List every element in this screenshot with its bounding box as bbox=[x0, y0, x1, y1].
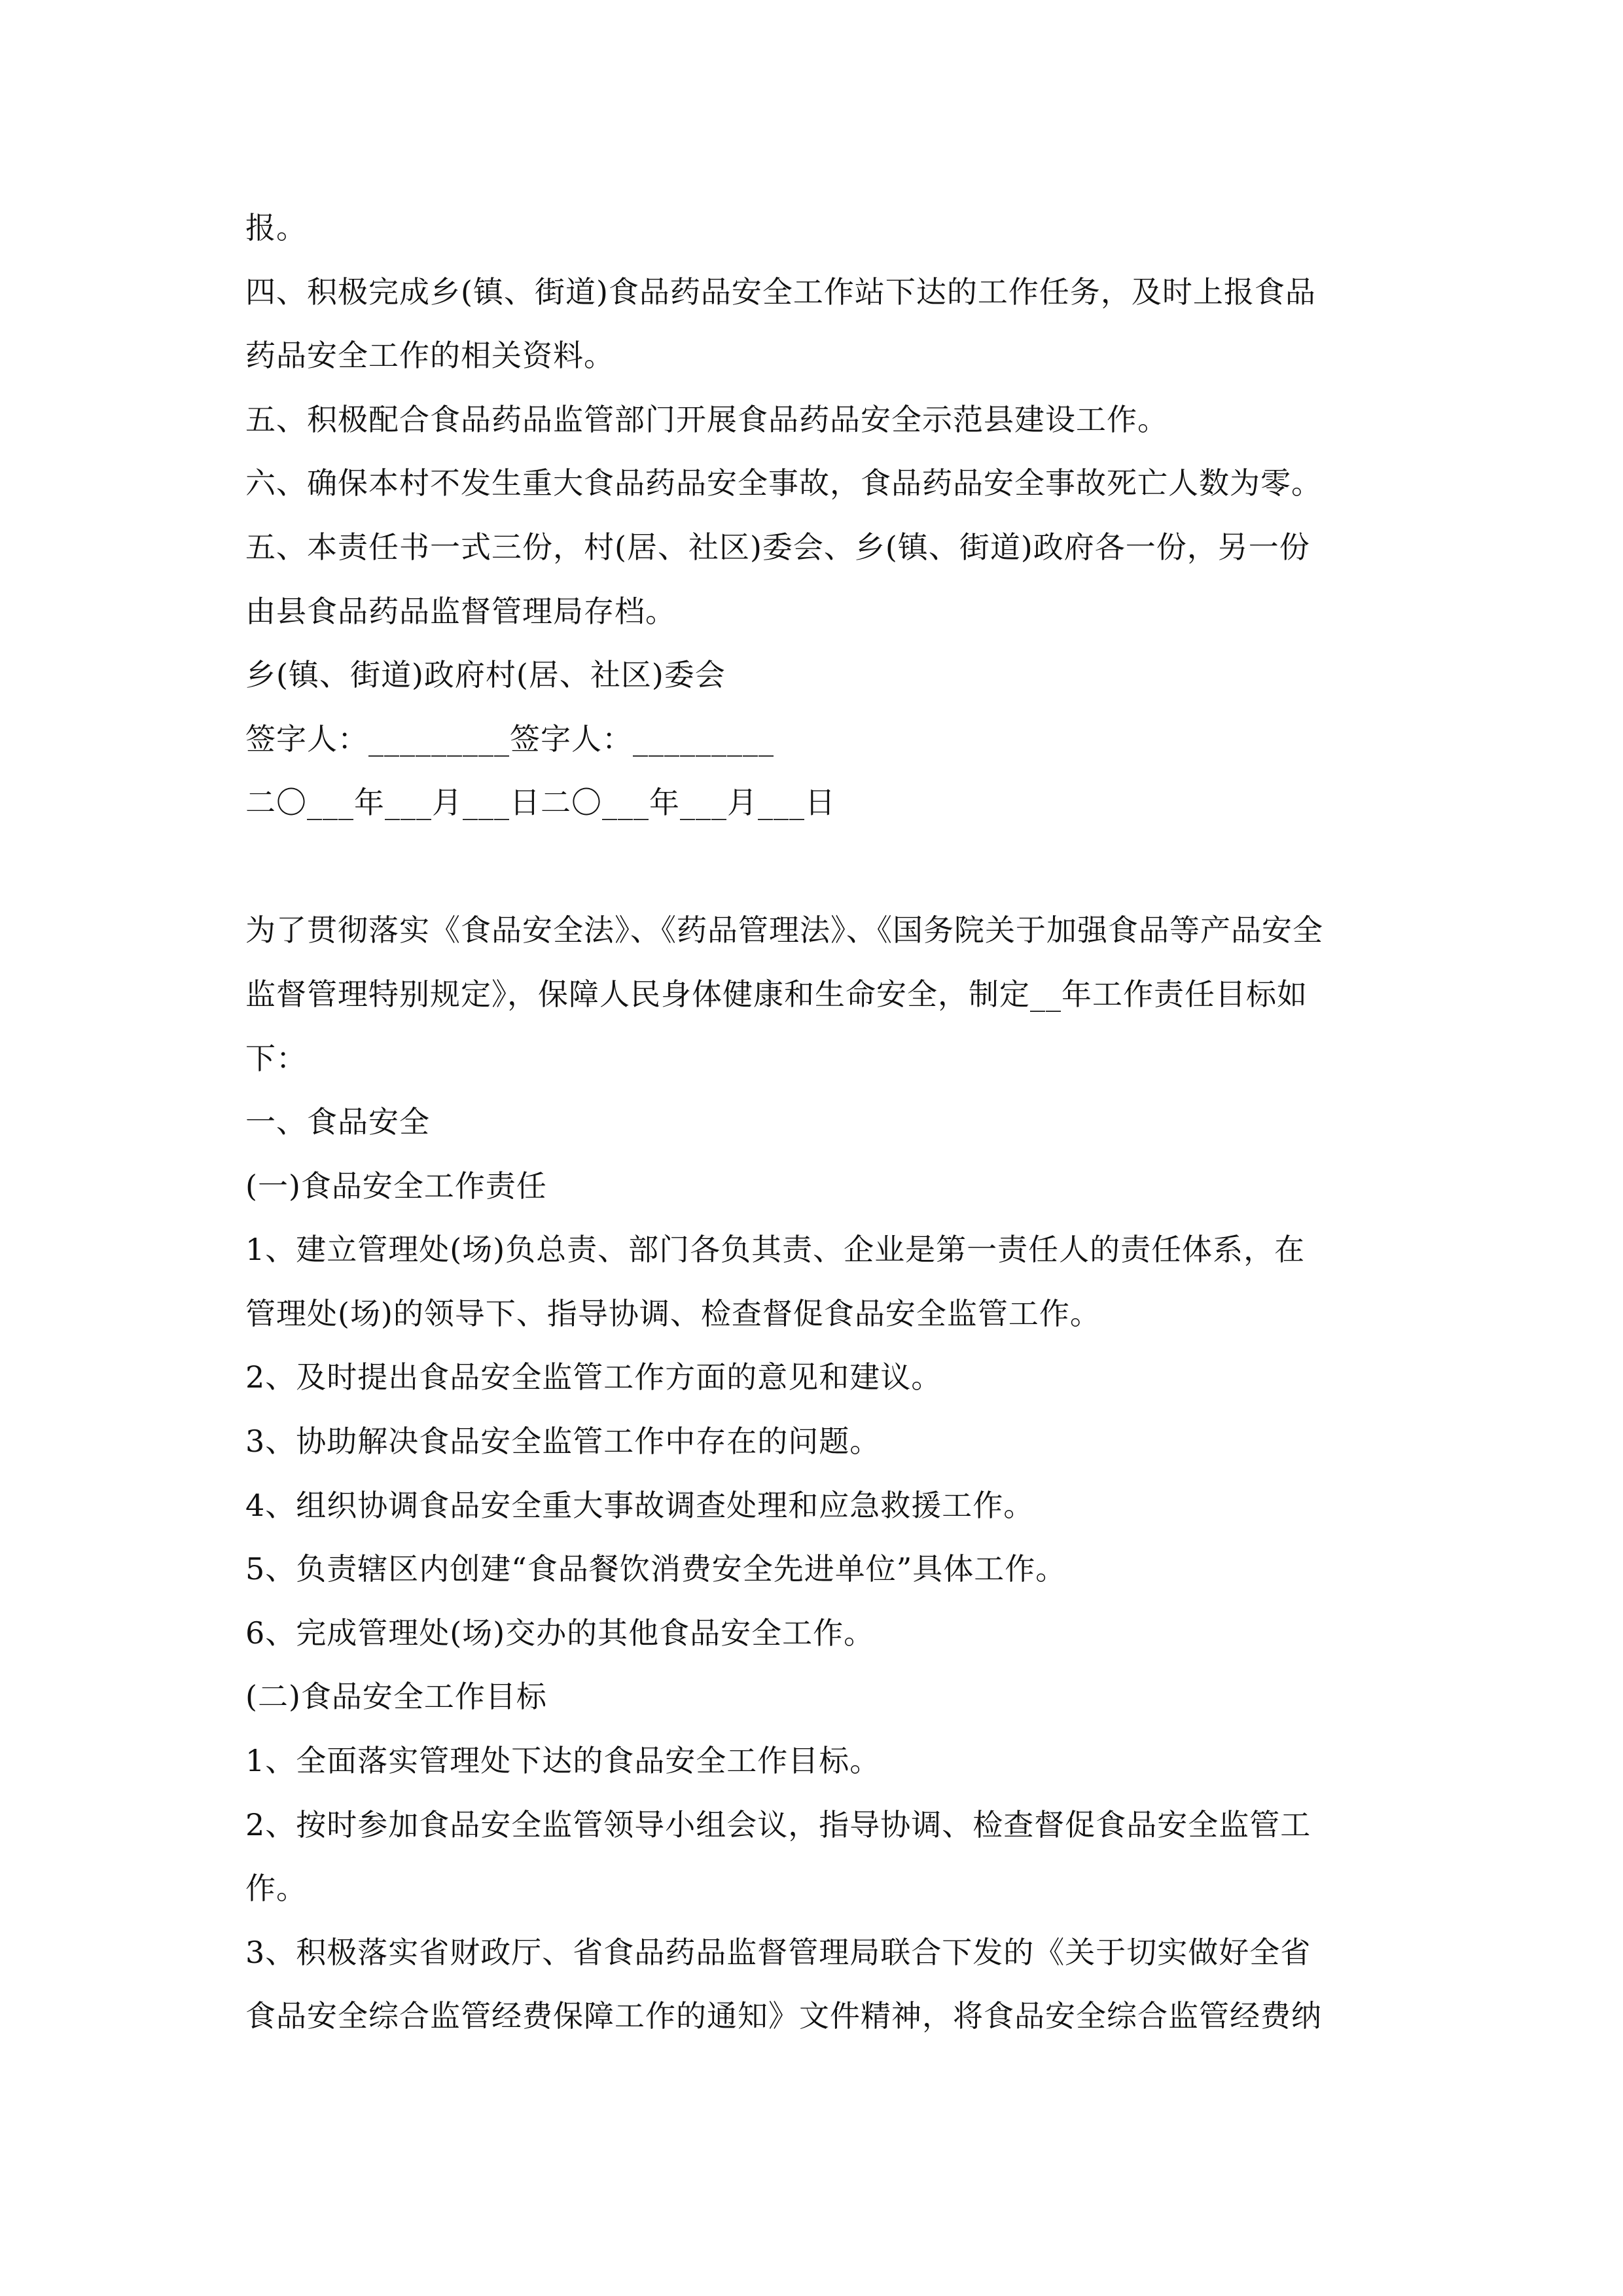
text-line: 3、积极落实省财政厅、省食品药品监督管理局联合下发的《关于切实做好全省 bbox=[245, 1935, 1311, 1970]
text-line: 乡(镇、街道)政府村(居、社区)委会 bbox=[245, 657, 726, 692]
text-line: 五、本责任书一式三份，村(居、社区)委会、乡(镇、街道)政府各一份，另一份 bbox=[245, 529, 1310, 565]
text-line: 3、协助解决食品安全监管工作中存在的问题。 bbox=[245, 1424, 881, 1459]
text-line: 五、积极配合食品药品监管部门开展食品药品安全示范县建设工作。 bbox=[245, 402, 1168, 437]
signature-line: 签字人：_________签字人：_________ bbox=[245, 721, 774, 757]
text-line: 1、全面落实管理处下达的食品安全工作目标。 bbox=[245, 1743, 881, 1778]
text-line: 下： bbox=[245, 1041, 307, 1076]
text-line: 6、完成管理处(场)交办的其他食品安全工作。 bbox=[245, 1615, 875, 1651]
text-line: 为了贯彻落实《食品安全法》、《药品管理法》、《国务院关于加强食品等产品安全 bbox=[245, 912, 1323, 948]
text-line: 药品安全工作的相关资料。 bbox=[245, 338, 615, 373]
text-line: 由县食品药品监督管理局存档。 bbox=[245, 594, 676, 629]
text-line: 2、及时提出食品安全监管工作方面的意见和建议。 bbox=[245, 1359, 942, 1395]
text-line: 管理处(场)的领导下、指导协调、检查督促食品安全监管工作。 bbox=[245, 1296, 1101, 1331]
text-line: 作。 bbox=[245, 1871, 307, 1906]
subsection-heading: (二)食品安全工作目标 bbox=[245, 1679, 547, 1714]
text-line: 食品安全综合监管经费保障工作的通知》文件精神，将食品安全综合监管经费纳 bbox=[245, 1998, 1322, 2034]
section-heading: 一、食品安全 bbox=[245, 1104, 430, 1139]
text-line: 5、负责辖区内创建“食品餐饮消费安全先进单位”具体工作。 bbox=[245, 1551, 1067, 1587]
text-line: 4、组织协调食品安全重大事故调查处理和应急救援工作。 bbox=[245, 1488, 1035, 1523]
subsection-heading: (一)食品安全工作责任 bbox=[245, 1168, 547, 1204]
text-line: 四、积极完成乡(镇、街道)食品药品安全工作站下达的工作任务，及时上报食品 bbox=[245, 274, 1316, 310]
text-line: 六、确保本村不发生重大食品药品安全事故，食品药品安全事故死亡人数为零。 bbox=[245, 465, 1322, 501]
text-line: 1、建立管理处(场)负总责、部门各负其责、企业是第一责任人的责任体系，在 bbox=[245, 1232, 1306, 1267]
text-line: 2、按时参加食品安全监管领导小组会议，指导协调、检查督促食品安全监管工 bbox=[245, 1807, 1311, 1842]
date-line: 二〇___年___月___日二〇___年___月___日 bbox=[245, 785, 836, 820]
text-line: 监督管理特别规定》，保障人民身体健康和生命安全，制定__年工作责任目标如 bbox=[245, 977, 1308, 1012]
text-line: 报。 bbox=[245, 210, 307, 245]
